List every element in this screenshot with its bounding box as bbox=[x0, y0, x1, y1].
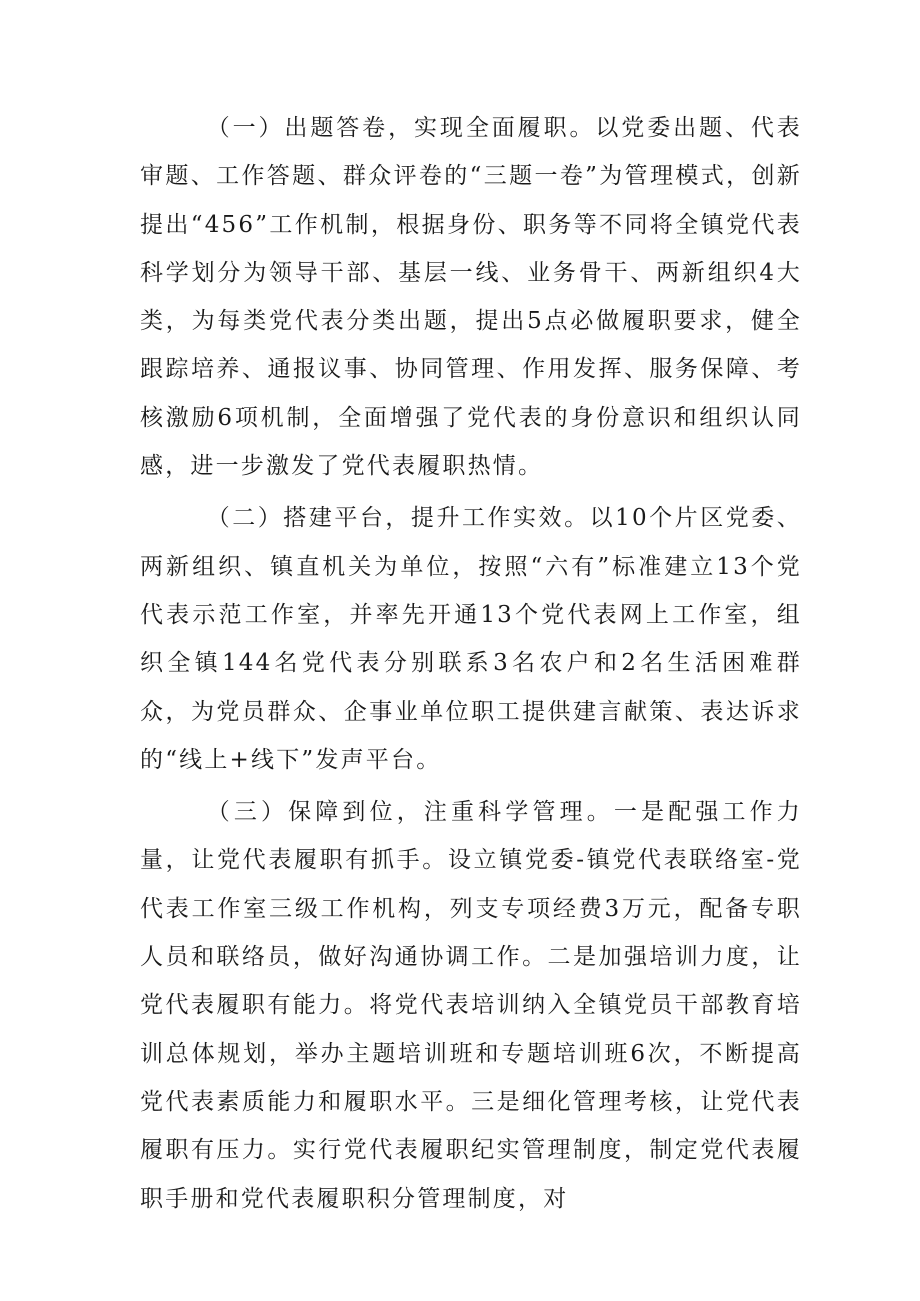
paragraph-3: （三）保障到位，注重科学管理。一是配强工作力量，让党代表履职有抓手。设立镇党委-镇党代表联络室-党代表工作室三级工作机构，列支专项经费3万元，配备专职人员和联络员，做好沟通协调工作。二是加强培训力度，让党代表履职有能力。将党代表培训纳入全镇党员干部教育培训总体规划，举办主题培训班和专题培训班6次，不断提高党代表素质能力和履职水平。三是细化管理考核，让党代表履职有压力。实行党代表履职纪实管理制度，制定党代表履职手册和党代表履职积分管理制度，对 bbox=[140, 799, 802, 1212]
paragraph-1: （一）出题答卷，实现全面履职。以党委出题、代表审题、工作答题、群众评卷的“三题一卷”为管理模式，创新提出“456”工作机制，根据身份、职务等不同将全镇党代表科学划分为领导干部、基层一线、业务骨干、两新组织4大类，为每类党代表分类出题，提出5点必做履职要求，健全跟踪培养、通报议事、协同管理、作用发挥、服务保障、考核激励6项机制，全面增强了党代表的身份意识和组织认同感，进一步激发了党代表履职热情。 bbox=[140, 115, 802, 480]
paragraph-2: （二）搭建平台，提升工作实效。以10个片区党委、两新组织、镇直机关为单位，按照“六有”标准建立13个党代表示范工作室，并率先开通13个党代表网上工作室，组织全镇144名党代表分别联系3名农户和2名生活困难群众，为党员群众、企事业单位职工提供建言献策、表达诉求的“线上+线下”发声平台。 bbox=[140, 505, 802, 773]
